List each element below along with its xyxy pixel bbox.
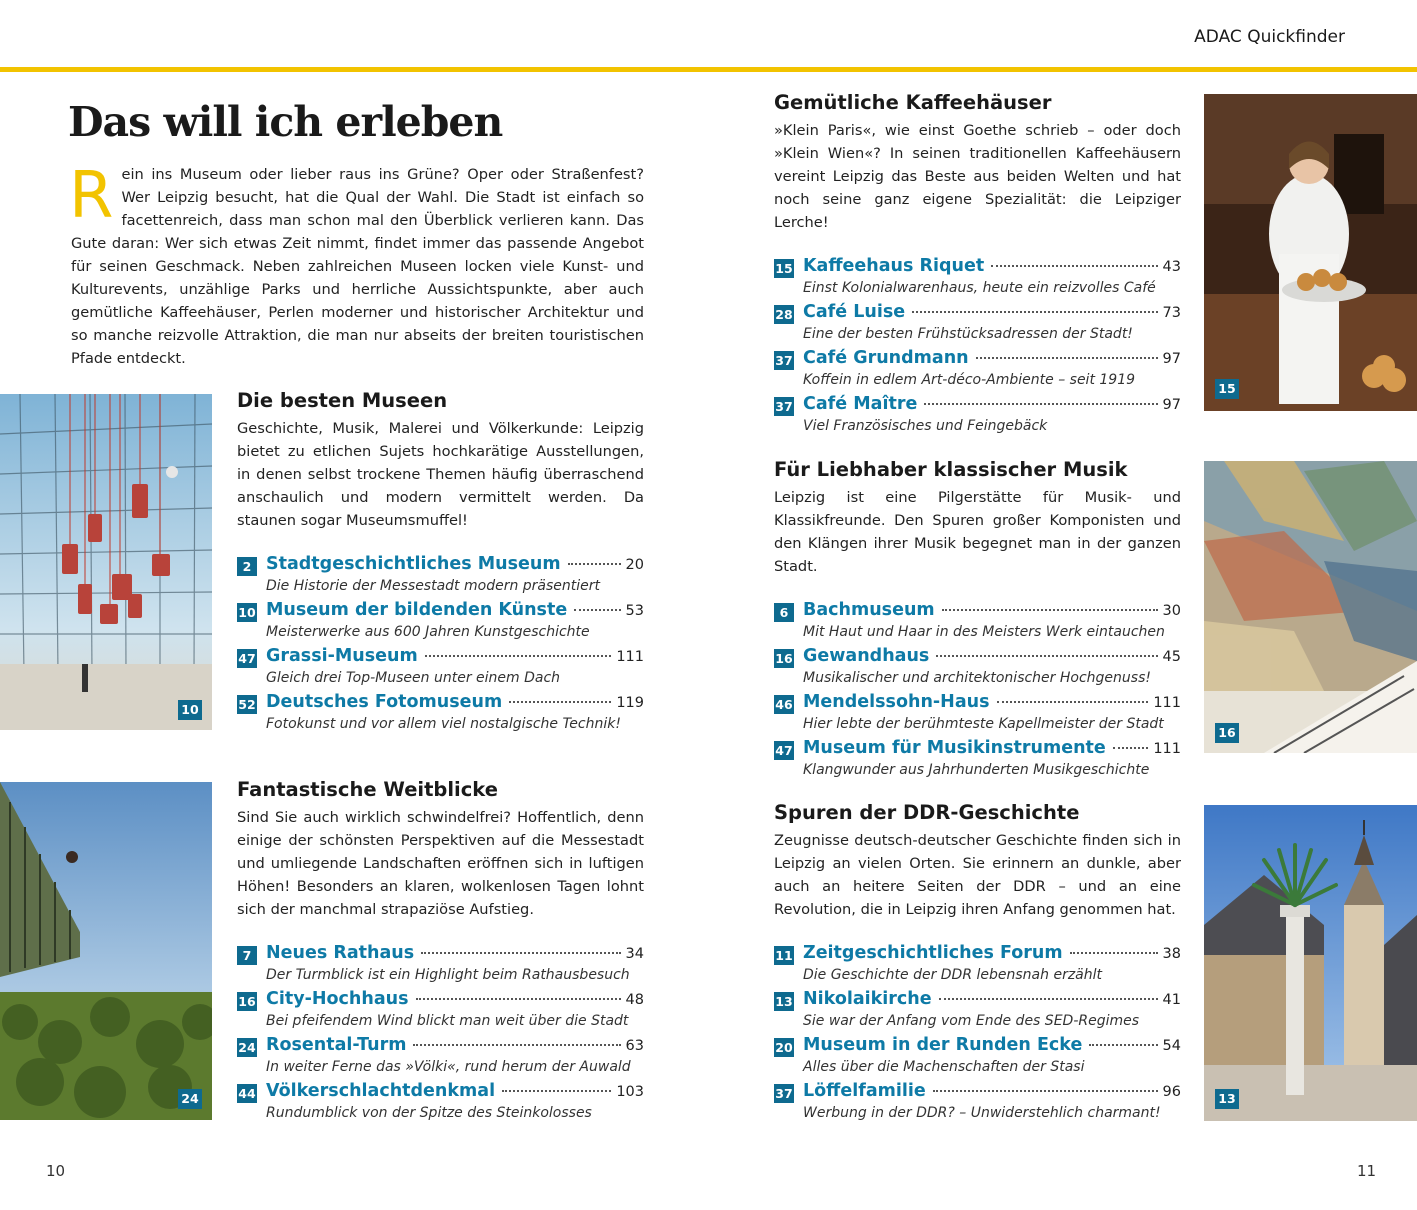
- list-item[interactable]: [774, 348, 1181, 394]
- page-number: 41: [1162, 992, 1181, 1008]
- entry-link[interactable]: Nikolaikirche: [803, 989, 932, 1009]
- page-number: 111: [616, 649, 644, 665]
- cafe-photo-illustration: [1204, 94, 1417, 411]
- entry-link[interactable]: Café Grundmann: [803, 348, 969, 368]
- page-number: 20: [625, 557, 644, 573]
- photo-badge-kaffee: 15: [1215, 379, 1239, 399]
- list-item[interactable]: [774, 646, 1181, 692]
- entry-number-badge: 52: [238, 697, 256, 712]
- entry-link[interactable]: Grassi-Museum: [266, 646, 418, 666]
- intro-dropcap: R: [69, 159, 114, 233]
- entry-number-badge: 2: [237, 557, 257, 576]
- page-number: 96: [1162, 1084, 1181, 1100]
- entry-link[interactable]: Bachmuseum: [803, 600, 935, 620]
- section-kaffee: [774, 90, 1181, 440]
- section-heading: Die besten Museen: [237, 389, 448, 412]
- photo-museen: [0, 394, 212, 730]
- entry-subtitle: Rundumblick von der Spitze des Steinkolosses: [266, 1105, 592, 1121]
- entry-subtitle: Meisterwerke aus 600 Jahren Kunstgeschichte: [266, 624, 590, 640]
- entry-number-badge: 44: [238, 1086, 256, 1101]
- photo-weitblicke: [0, 782, 212, 1120]
- section-heading: Gemütliche Kaffeehäuser: [774, 91, 1052, 114]
- entry-subtitle: Gleich drei Top-Museen unter einem Dach: [266, 670, 561, 686]
- entry-number-badge: 46: [775, 697, 793, 712]
- section-heading: Fantastische Weitblicke: [237, 778, 498, 801]
- list-item[interactable]: [774, 738, 1181, 784]
- entry-link[interactable]: Neues Rathaus: [266, 943, 415, 963]
- entry-list: [774, 600, 1181, 784]
- leader-dots: [924, 403, 1157, 405]
- list-item[interactable]: [237, 600, 644, 646]
- entry-number-badge: 37: [775, 399, 793, 414]
- list-item[interactable]: [774, 394, 1181, 440]
- photo-musik: [1204, 461, 1417, 753]
- page-number: 111: [1153, 695, 1181, 711]
- section-description: Sind Sie auch wirklich schwindelfrei? Hoffentlich, denn einige der schönsten Perspektiven auf die Messestadt und umliegende Landschaften eröffnen sich in luftigen Höhen! Besonders an klaren, wolkenlosen Tagen lohnt sich der manchmal strapaziöse Aufstieg.: [237, 809, 644, 918]
- list-item[interactable]: [774, 989, 1181, 1035]
- entry-subtitle: Werbung in der DDR? – Unwiderstehlich charmant!: [803, 1105, 1161, 1121]
- section-weitblicke: [237, 777, 644, 1127]
- entry-subtitle: Die Historie der Messestadt modern präsentiert: [266, 578, 601, 594]
- entry-subtitle: Hier lebte der berühmteste Kapellmeister der Stadt: [803, 716, 1164, 732]
- section-description: »Klein Paris«, wie einst Goethe schrieb – oder doch »Klein Wien«? In seinen traditionellen Kaffeehäusern vereint Leipzig das Beste aus beiden Welten und hat noch seine ganz eigene Spezialität: die Leipziger Lerche!: [774, 122, 1181, 231]
- list-item[interactable]: [237, 989, 644, 1035]
- list-item[interactable]: [237, 692, 644, 738]
- entry-link[interactable]: Zeitgeschichtliches Forum: [803, 943, 1063, 963]
- leader-dots: [502, 1090, 611, 1092]
- entry-link[interactable]: Stadtgeschichtliches Museum: [266, 554, 561, 574]
- entry-number-badge: 16: [238, 994, 256, 1009]
- entry-number-badge: 11: [775, 948, 793, 963]
- leader-dots: [997, 701, 1149, 703]
- list-item[interactable]: [237, 646, 644, 692]
- entry-link[interactable]: Museum der bildenden Künste: [266, 600, 568, 620]
- entry-link[interactable]: Café Luise: [803, 302, 906, 322]
- list-item[interactable]: [237, 943, 644, 989]
- page-number: 119: [616, 695, 644, 711]
- page-number: 53: [625, 603, 644, 619]
- page-number: 97: [1162, 351, 1181, 367]
- entry-list: [774, 943, 1181, 1127]
- page-number-left: 10: [46, 1162, 66, 1180]
- entry-link[interactable]: Café Maître: [803, 394, 918, 414]
- entry-number-badge: 37: [775, 353, 793, 368]
- entry-number-badge: 16: [775, 651, 793, 666]
- leader-dots: [568, 563, 621, 565]
- page-number: 48: [625, 992, 644, 1008]
- list-item[interactable]: [774, 600, 1181, 646]
- list-item[interactable]: [237, 554, 644, 600]
- entry-link[interactable]: Museum für Musikinstrumente: [803, 738, 1106, 758]
- page-number: 111: [1153, 741, 1181, 757]
- entry-number-badge: 47: [238, 651, 256, 666]
- leader-dots: [936, 655, 1157, 657]
- section-ddr: [774, 800, 1181, 1127]
- entry-subtitle: Alles über die Machenschaften der Stasi: [803, 1059, 1085, 1075]
- entry-subtitle: Sie war der Anfang vom Ende des SED-Regimes: [803, 1013, 1140, 1029]
- intro-paragraph: [69, 159, 644, 370]
- section-museen: [237, 388, 644, 738]
- leader-dots: [1113, 747, 1149, 749]
- entry-subtitle: Der Turmblick ist ein Highlight beim Rathausbesuch: [266, 967, 630, 983]
- leader-dots: [509, 701, 611, 703]
- entry-link[interactable]: Mendelssohn-Haus: [803, 692, 990, 712]
- page-number: 45: [1162, 649, 1181, 665]
- leader-dots: [912, 311, 1157, 313]
- entry-number-badge: 13: [775, 994, 793, 1009]
- entry-link[interactable]: Kaffeehaus Riquet: [803, 256, 985, 276]
- entry-number-badge: 47: [775, 743, 793, 758]
- entry-number-badge: 37: [775, 1086, 793, 1101]
- entry-number-badge: 10: [238, 605, 256, 620]
- photo-badge-musik: 16: [1215, 723, 1239, 743]
- list-item[interactable]: [774, 1035, 1181, 1081]
- photo-badge-weitblicke: 24: [178, 1089, 202, 1109]
- leader-dots: [976, 357, 1158, 359]
- entry-number-badge: 15: [775, 261, 793, 276]
- entry-list: [237, 943, 644, 1127]
- entry-link[interactable]: Gewandhaus: [803, 646, 930, 666]
- section-description: Geschichte, Musik, Malerei und Völkerkunde: Leipzig bietet zu etlichen Sujets hochkarätige Ausstellungen, in denen selbst trockene Themen häufig überraschend anschaulich und modern vermittelt werden. Da staunen sogar Museumsmuffel!: [237, 420, 644, 529]
- leader-dots: [421, 952, 620, 954]
- photo-ddr: [1204, 805, 1417, 1121]
- entry-number-badge: 28: [775, 307, 793, 322]
- entry-subtitle: Mit Haut und Haar in des Meisters Werk eintauchen: [803, 624, 1165, 640]
- entry-number-badge: 6: [774, 603, 794, 622]
- list-item[interactable]: [774, 1081, 1181, 1127]
- entry-subtitle: Die Geschichte der DDR lebensnah erzählt: [803, 967, 1103, 983]
- leader-dots: [939, 998, 1158, 1000]
- entry-link[interactable]: Rosental-Turm: [266, 1035, 407, 1055]
- photo-badge-museen: 10: [178, 700, 202, 720]
- entry-link[interactable]: Löffelfamilie: [803, 1081, 926, 1101]
- entry-subtitle: Eine der besten Frühstücksadressen der Stadt!: [803, 326, 1133, 342]
- entry-number-badge: 20: [775, 1040, 793, 1055]
- entry-subtitle: Einst Kolonialwarenhaus, heute ein reizvolles Café: [803, 280, 1156, 296]
- list-item[interactable]: [774, 256, 1181, 302]
- leader-dots: [416, 998, 621, 1000]
- intro-text: ein ins Museum oder lieber raus ins Grüne? Oper oder Straßenfest? Wer Leipzig besucht, hat die Qual der Wahl. Die Stadt ist einfach so facettenreich, dass man schon mal den Überblick verlieren kann. Das Gute daran: Wer sich etwas Zeit nimmt, findet immer das passende Angebot für seinen Geschmack. Neben zahlreichen Museen locken viele Kunst- und Kulturevents, unzählige Parks und herrliche Aussichtspunkte, aber auch gemütliche Kaffeehäuser, Perlen moderner und historischer Architektur und so manche reizvolle Attraktion, die man nur abseits der breiten touristischen Pfade entdeckt.: [71, 166, 644, 367]
- entry-subtitle: Fotokunst und vor allem viel nostalgische Technik!: [266, 716, 621, 732]
- list-item[interactable]: [774, 302, 1181, 348]
- page-number: 43: [1162, 259, 1181, 275]
- entry-link[interactable]: Museum in der Runden Ecke: [803, 1035, 1083, 1055]
- atrium-photo-illustration: [0, 394, 212, 730]
- leader-dots: [413, 1044, 620, 1046]
- photo-badge-ddr: 13: [1215, 1089, 1239, 1109]
- header-label: ADAC Quickfinder: [1194, 27, 1345, 47]
- section-heading: Spuren der DDR-Geschichte: [774, 801, 1080, 824]
- page-number: 73: [1162, 305, 1181, 321]
- entry-subtitle: Koffein in edlem Art-déco-Ambiente – seit 1919: [803, 372, 1136, 388]
- leader-dots: [1070, 952, 1158, 954]
- section-description: Leipzig ist eine Pilgerstätte für Musik- und Klassikfreunde. Den Spuren großer Komponisten und den Klängen ihrer Musik begegnet man in der ganzen Stadt.: [774, 489, 1181, 575]
- entry-link[interactable]: Deutsches Fotomuseum: [266, 692, 503, 712]
- entry-subtitle: Musikalischer und architektonischer Hochgenuss!: [803, 670, 1151, 686]
- photo-kaffee: [1204, 94, 1417, 411]
- entry-list: [774, 256, 1181, 440]
- list-item[interactable]: [774, 943, 1181, 989]
- leader-dots: [1089, 1044, 1157, 1046]
- list-item[interactable]: [237, 1081, 644, 1127]
- gewandhaus-photo-illustration: [1204, 461, 1417, 753]
- section-musik: [774, 457, 1181, 784]
- entry-link[interactable]: Völkerschlachtdenkmal: [266, 1081, 496, 1101]
- list-item[interactable]: [774, 692, 1181, 738]
- section-description: Zeugnisse deutsch-deutscher Geschichte finden sich in Leipzig an vielen Orten. Sie erinnern an dunkle, aber auch an heitere Seiten der DDR – und an eine Revolution, die in Leipzig ihren Anfang genommen hat.: [774, 832, 1181, 918]
- page-number: 38: [1162, 946, 1181, 962]
- entry-number-badge: 7: [237, 946, 257, 965]
- page-number: 63: [625, 1038, 644, 1054]
- entry-subtitle: Klangwunder aus Jahrhunderten Musikgeschichte: [803, 762, 1150, 778]
- forest-view-photo-illustration: [0, 782, 212, 1120]
- leader-dots: [425, 655, 612, 657]
- page-number-right: 11: [1357, 1162, 1377, 1180]
- list-item[interactable]: [237, 1035, 644, 1081]
- entry-number-badge: 24: [238, 1040, 256, 1055]
- leader-dots: [942, 609, 1158, 611]
- entry-subtitle: Viel Französisches und Feingebäck: [803, 418, 1048, 434]
- leader-dots: [574, 609, 620, 611]
- page-title: Das will ich erleben: [68, 98, 503, 146]
- entry-subtitle: In weiter Ferne das »Völki«, rund herum der Auwald: [266, 1059, 631, 1075]
- nikolaikirche-photo-illustration: [1204, 805, 1417, 1121]
- leader-dots: [991, 265, 1157, 267]
- entry-link[interactable]: City-Hochhaus: [266, 989, 409, 1009]
- page-number: 97: [1162, 397, 1181, 413]
- section-heading: Für Liebhaber klassischer Musik: [774, 458, 1128, 481]
- page-number: 103: [616, 1084, 644, 1100]
- leader-dots: [933, 1090, 1158, 1092]
- page-number: 34: [625, 946, 644, 962]
- header-rule: [0, 67, 1417, 72]
- page-number: 30: [1162, 603, 1181, 619]
- page-number: 54: [1162, 1038, 1181, 1054]
- entry-subtitle: Bei pfeifendem Wind blickt man weit über die Stadt: [266, 1013, 629, 1029]
- entry-list: [237, 554, 644, 738]
